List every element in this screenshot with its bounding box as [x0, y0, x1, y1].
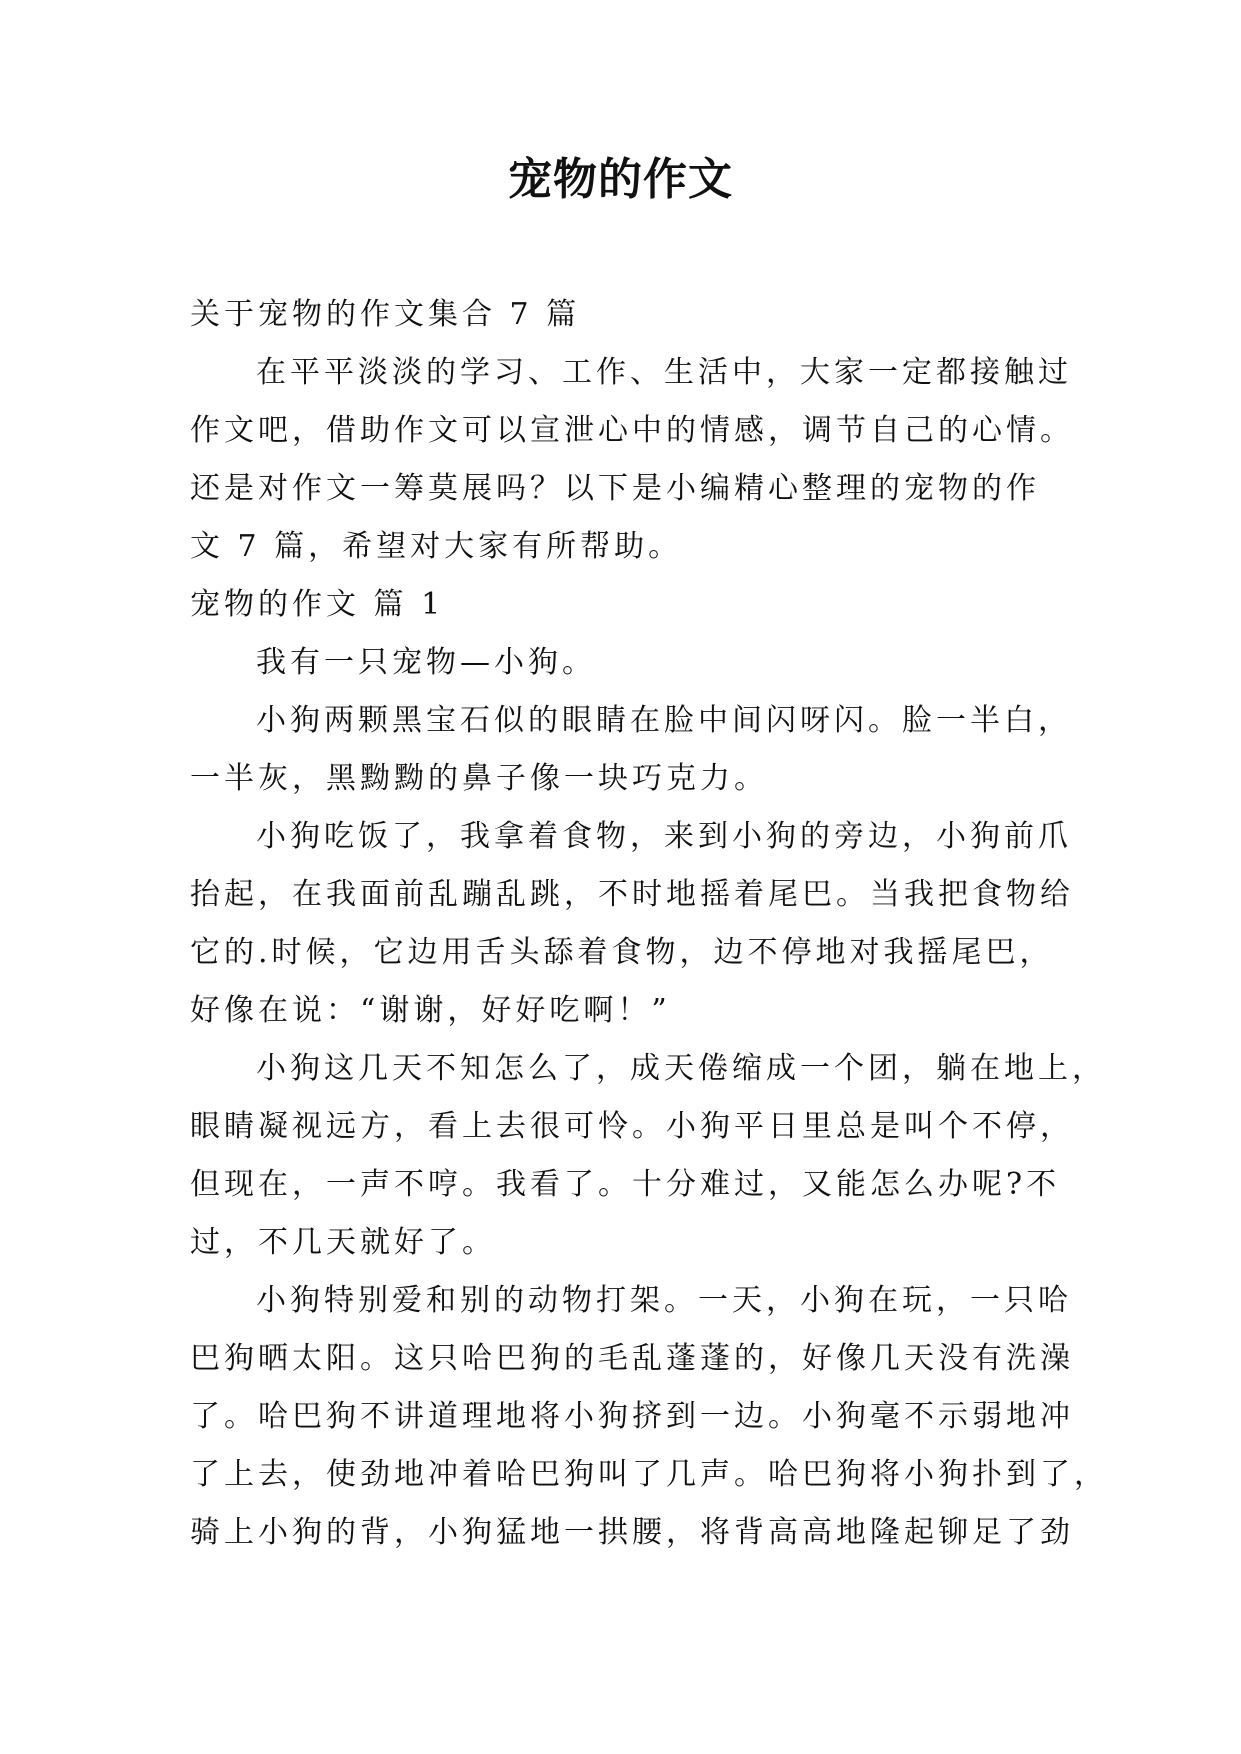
para-3-line-2: 抬起，在我面前乱蹦乱跳，不时地摇着尾巴。当我把食物给: [190, 877, 1074, 912]
document-body: [190, 286, 1108, 1562]
para-5-line-1: 小狗特别爱和别的动物打架。一天，小狗在玩，一只哈: [256, 1283, 1072, 1318]
para-2-line-2: 一半灰，黑黝黝的鼻子像一块巧克力。: [190, 761, 768, 796]
para-5-line-4: 了上去，使劲地冲着哈巴狗叫了几声。哈巴狗将小狗扑到了，: [190, 1457, 1108, 1492]
collection-heading: 关于宠物的作文集合 7 篇: [190, 297, 581, 332]
para-3-line-4: 好像在说：“谢谢，好好吃啊！”: [190, 993, 671, 1028]
para-3-line-1: 小狗吃饭了，我拿着食物，来到小狗的旁边，小狗前爪: [256, 819, 1072, 854]
essay-heading: 宠物的作文 篇 1: [190, 587, 445, 622]
document-title: 宠物的作文: [508, 154, 733, 205]
intro-line-1: 在平平淡淡的学习、工作、生活中，大家一定都接触过: [256, 355, 1072, 390]
para-2-line-1: 小狗两颗黑宝石似的眼睛在脸中间闪呀闪。脸一半白，: [256, 703, 1072, 738]
intro-line-2: 作文吧，借助作文可以宣泄心中的情感，调节自己的心情。: [190, 413, 1074, 448]
para-4-line-1: 小狗这几天不知怎么了，成天倦缩成一个团，躺在地上，: [256, 1051, 1106, 1086]
para-4-line-4: 过，不几天就好了。: [190, 1225, 496, 1260]
para-3-line-3: 它的.时候，它边用舌头舔着食物，边不停地对我摇尾巴，: [190, 935, 1054, 970]
para-4-line-2: 眼睛凝视远方，看上去很可怜。小狗平日里总是叫个不停，: [190, 1109, 1074, 1144]
para-4-line-3: 但现在，一声不哼。我看了。十分难过，又能怎么办呢?不: [190, 1167, 1061, 1202]
intro-line-4: 文 7 篇，希望对大家有所帮助。: [190, 529, 683, 564]
para-5-line-2: 巴狗晒太阳。这只哈巴狗的毛乱蓬蓬的，好像几天没有洗澡: [190, 1341, 1074, 1376]
para-5-line-5: 骑上小狗的背，小狗猛地一拱腰，将背高高地隆起铆足了劲: [190, 1515, 1074, 1550]
para-5-line-3: 了。哈巴狗不讲道理地将小狗挤到一边。小狗毫不示弱地冲: [190, 1399, 1074, 1434]
intro-line-3: 还是对作文一筹莫展吗？以下是小编精心整理的宠物的作: [190, 471, 1040, 506]
para-1-line-1: 我有一只宠物—小狗。: [256, 645, 596, 680]
